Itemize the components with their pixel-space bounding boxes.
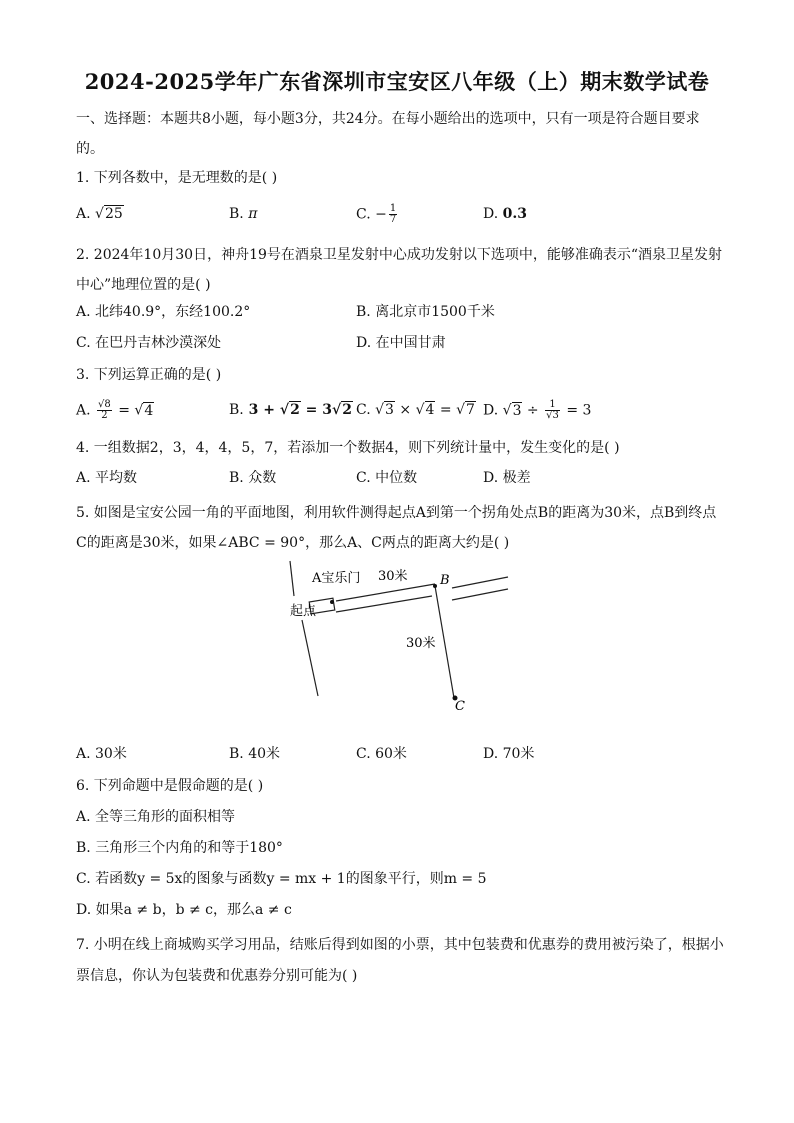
option-label: A. [76,206,91,222]
path-right-lower [452,589,508,600]
question-5-stem: 5. 如图是宝安公园一角的平面地图，利用软件测得起点A到第一个拐角处点B的距离为30米，点B到终点C的距离是30米，如果∠ABC = 90°，那么A、C两点的距离大约是( ) [76,505,717,551]
question-2-option-b: B. 离北京市1500千米 [356,304,495,320]
option-value: 0.3 [502,206,527,222]
operator: × [394,402,416,418]
operator: ÷ [522,402,544,419]
question-6-stem: 6. 下列命题中是假命题的是( ) [76,778,264,794]
fraction [545,400,560,421]
question-6-option-b: B. 三角形三个内角的和等于180° [76,840,283,856]
radicand: 8 [104,399,111,410]
option-label: B. [229,206,244,222]
denominator: √3 [546,410,559,421]
radicand: 2 [342,402,352,418]
question-2-option-c: C. 在巴丹吉林沙漠深处 [76,335,222,351]
question-6-option-c: C. 若函数y = 5x的图象与函数y = mx + 1的图象平行，则m = 5 [76,871,487,887]
radicand: 3 [512,402,522,419]
fraction [97,400,112,421]
minus-sign: − [375,206,387,223]
question-1-option-c [356,204,399,225]
path-b-to-c [435,586,454,698]
option-label: C. [356,402,371,418]
question-5-option-a: A. 30米 [76,746,127,762]
question-5-option-b: B. 40米 [229,746,281,762]
question-7-stem: 7. 小明在线上商城购买学习用品，结账后得到如图的小票，其中包装费和优惠券的费用被污染了，根据小票信息，你认为包装费和优惠券分别可能为( ) [76,937,724,984]
fraction [389,204,397,225]
section-heading: 一、选择题：本题共8小题，每小题3分，共24分。在每小题给出的选项中，只有一项是符合题目要求的。 [76,111,700,157]
denominator: 2 [101,410,108,421]
sqrt-expression: √25 [95,206,123,222]
sqrt-expression: √4 [134,402,154,419]
path-line-left-top [290,561,294,596]
label-start: 起点 [290,604,317,619]
question-2-stem: 2. 2024年10月30日，神舟19号在酒泉卫星发射中心成功发射以下选项中，能够准确表示“酒泉卫星发射中心”地理位置的是( ) [76,247,723,293]
page-title: 2024-2025学年广东省深圳市宝安区八年级（上）期末数学试卷 [84,69,710,94]
sqrt-expression: √3 [375,402,394,418]
denominator: 7 [389,214,397,225]
numerator: 1 [545,400,560,411]
radicand: 2 [290,402,300,418]
path-right-upper [452,577,508,588]
question-4-option-d: D. 极差 [483,470,531,486]
option-label: D. [483,402,499,419]
question-1-option-b [229,204,257,224]
radicand: 4 [144,402,154,419]
point-b [433,584,437,588]
label-ab-distance: 30米 [378,569,408,584]
operator: = [435,402,457,418]
radicand: 4 [425,402,435,418]
question-1-option-d [483,204,527,224]
path-line-left-bottom [302,620,318,696]
option-label: A. [76,402,91,419]
sqrt-expression: √2 [279,402,300,418]
numerator: 1 [389,203,397,214]
sqrt-expression: √3 [502,402,522,419]
question-5-option-d: D. 70米 [483,746,535,762]
numerator: √8 [98,399,111,410]
question-3-stem: 3. 下列运算正确的是( ) [76,367,222,383]
option-value: π [248,206,258,222]
question-3-option-a: A. $\frac{√8}{2}$ = √4 [76,399,154,421]
radicand: 3 [385,402,394,418]
operator: = 3 [561,402,592,419]
question-3-option-b [229,400,353,420]
question-3-option-d [483,400,591,421]
option-label: D. [483,206,499,222]
question-2-option-d: D. 在中国甘肃 [356,335,446,351]
question-2-option-a: A. 北纬40.9°，东经100.2° [76,304,251,320]
question-4-stem: 4. 一组数据2，3，4，4，5，7，若添加一个数据4，则下列统计量中，发生变化的是( ) [76,440,620,456]
sqrt-expression: √7 [456,402,475,418]
label-a-gate: A宝乐门 [312,571,361,586]
park-map-figure [280,556,520,716]
expression-part: = 3 [300,402,333,418]
question-6-option-a: A. 全等三角形的面积相等 [76,809,236,825]
option-label: C. [356,206,371,223]
radicand: 7 [466,402,475,418]
radicand: 3 [552,410,559,421]
question-4-option-b: B. 众数 [229,470,277,486]
question-1-option-a [76,204,124,224]
question-4-option-c: C. 中位数 [356,470,418,486]
label-bc-distance: 30米 [406,636,436,651]
label-b: B [440,573,450,588]
radicand: 25 [104,206,123,222]
option-label: B. [229,402,244,418]
question-4-option-a: A. 平均数 [76,470,138,486]
point-a [330,600,334,604]
question-6-option-d: D. 如果a ≠ b，b ≠ c，那么a ≠ c [76,902,292,918]
question-5-option-c: C. 60米 [356,746,407,762]
question-1-stem: 1. 下列各数中，是无理数的是( ) [76,170,278,186]
sqrt-expression: √4 [415,402,435,418]
expression-part: 3 + [248,402,280,418]
question-3-option-c [356,400,476,420]
label-c: C [455,699,465,714]
sqrt-expression: √2 [332,402,352,418]
